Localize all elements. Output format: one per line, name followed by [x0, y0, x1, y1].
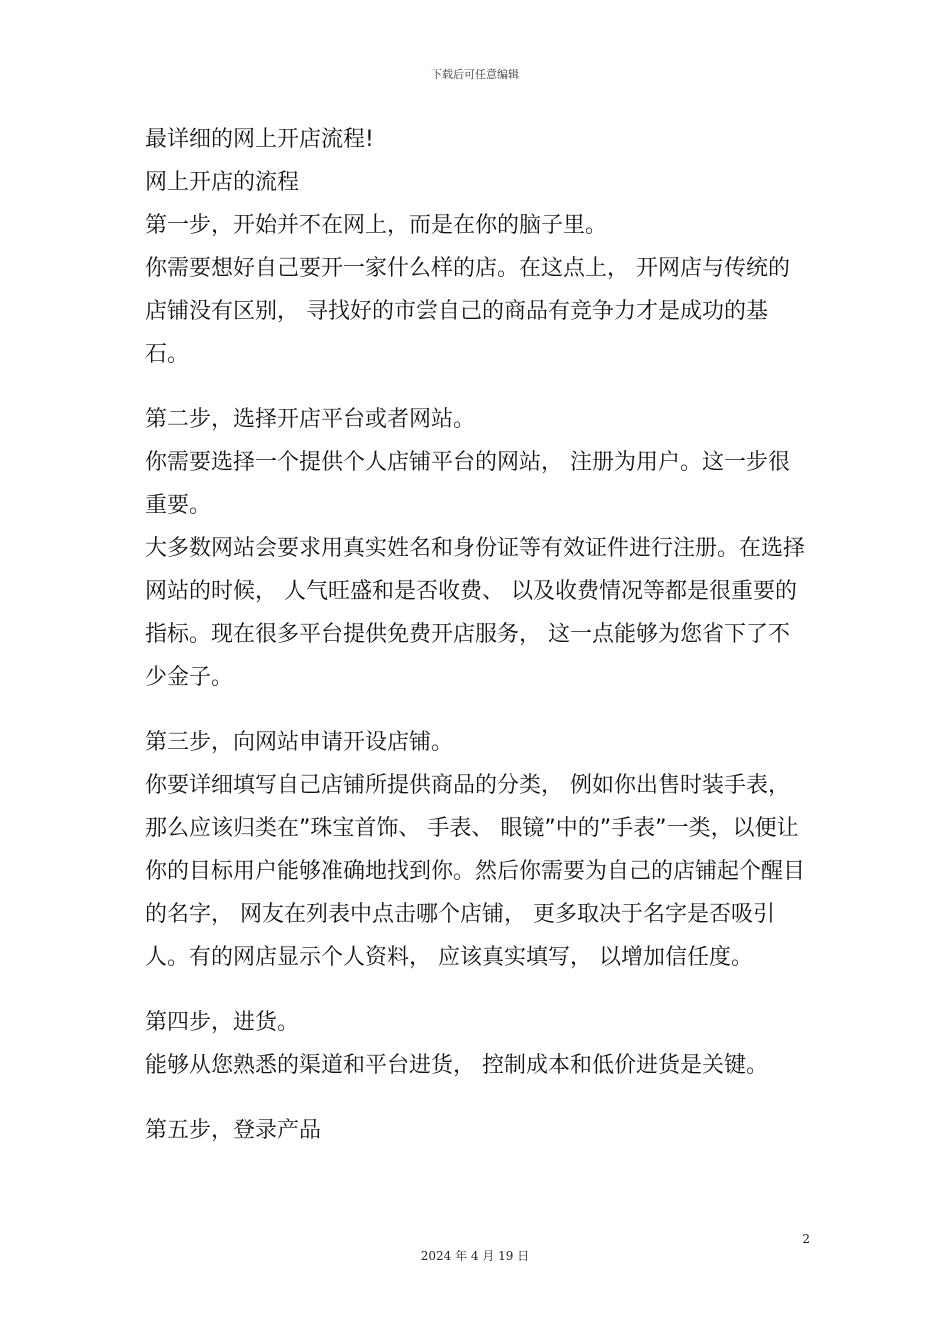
document-body: [145, 118, 809, 1152]
step-5-heading: 第五步，登录产品: [145, 1118, 322, 1143]
step-2-body-continued: 大多数网站会要求用真实姓名和身份证等有效证件进行注册。在选择网站的时候， 人气旺盛和是否收费、 以及收费情况等都是很重要的指标。现在很多平台提供免费开店服务， 这一点能够为您省下了不少金子。: [145, 536, 806, 690]
step-2-heading: 第二步，选择开店平台或者网站。: [145, 407, 476, 432]
step-4-heading: 第四步，进货。: [145, 1010, 300, 1035]
step-2-body: 你需要选择一个提供个人店铺平台的网站， 注册为用户。这一步很重要。: [145, 450, 790, 518]
footer-date: 2024 年 4 月 19 日: [420, 1249, 530, 1263]
step-1-heading: 第一步，开始并不在网上，而是在你的脑子里。: [145, 213, 608, 238]
step-3-body: 你要详细填写自己店铺所提供商品的分类， 例如你出售时装手表， 那么应该归类在”珠宝首饰、 手表、 眼镜”中的”手表”一类，以便让你的目标用户能够准确地找到你。然后你需要为自己的店铺起个醒目的名字， 网友在列表中点击哪个店铺， 更多取决于名字是否吸引人。有的网店显示个人资料， 应该真实填写， 以增加信任度。: [145, 773, 806, 970]
page-header: 下载后可任意编辑: [431, 68, 519, 81]
document-title: 最详细的网上开店流程!: [145, 127, 374, 152]
section-subtitle: 网上开店的流程: [145, 170, 300, 195]
step-1-body: 你需要想好自己要开一家什么样的店。在这点上， 开网店与传统的店铺没有区别， 寻找好的市尝自己的商品有竞争力才是成功的基石。: [145, 256, 790, 367]
page-number: 2: [802, 1232, 810, 1246]
step-4-body: 能够从您熟悉的渠道和平台进货， 控制成本和低价进货是关键。: [145, 1053, 768, 1078]
step-3-heading: 第三步，向网站申请开设店铺。: [145, 730, 454, 755]
